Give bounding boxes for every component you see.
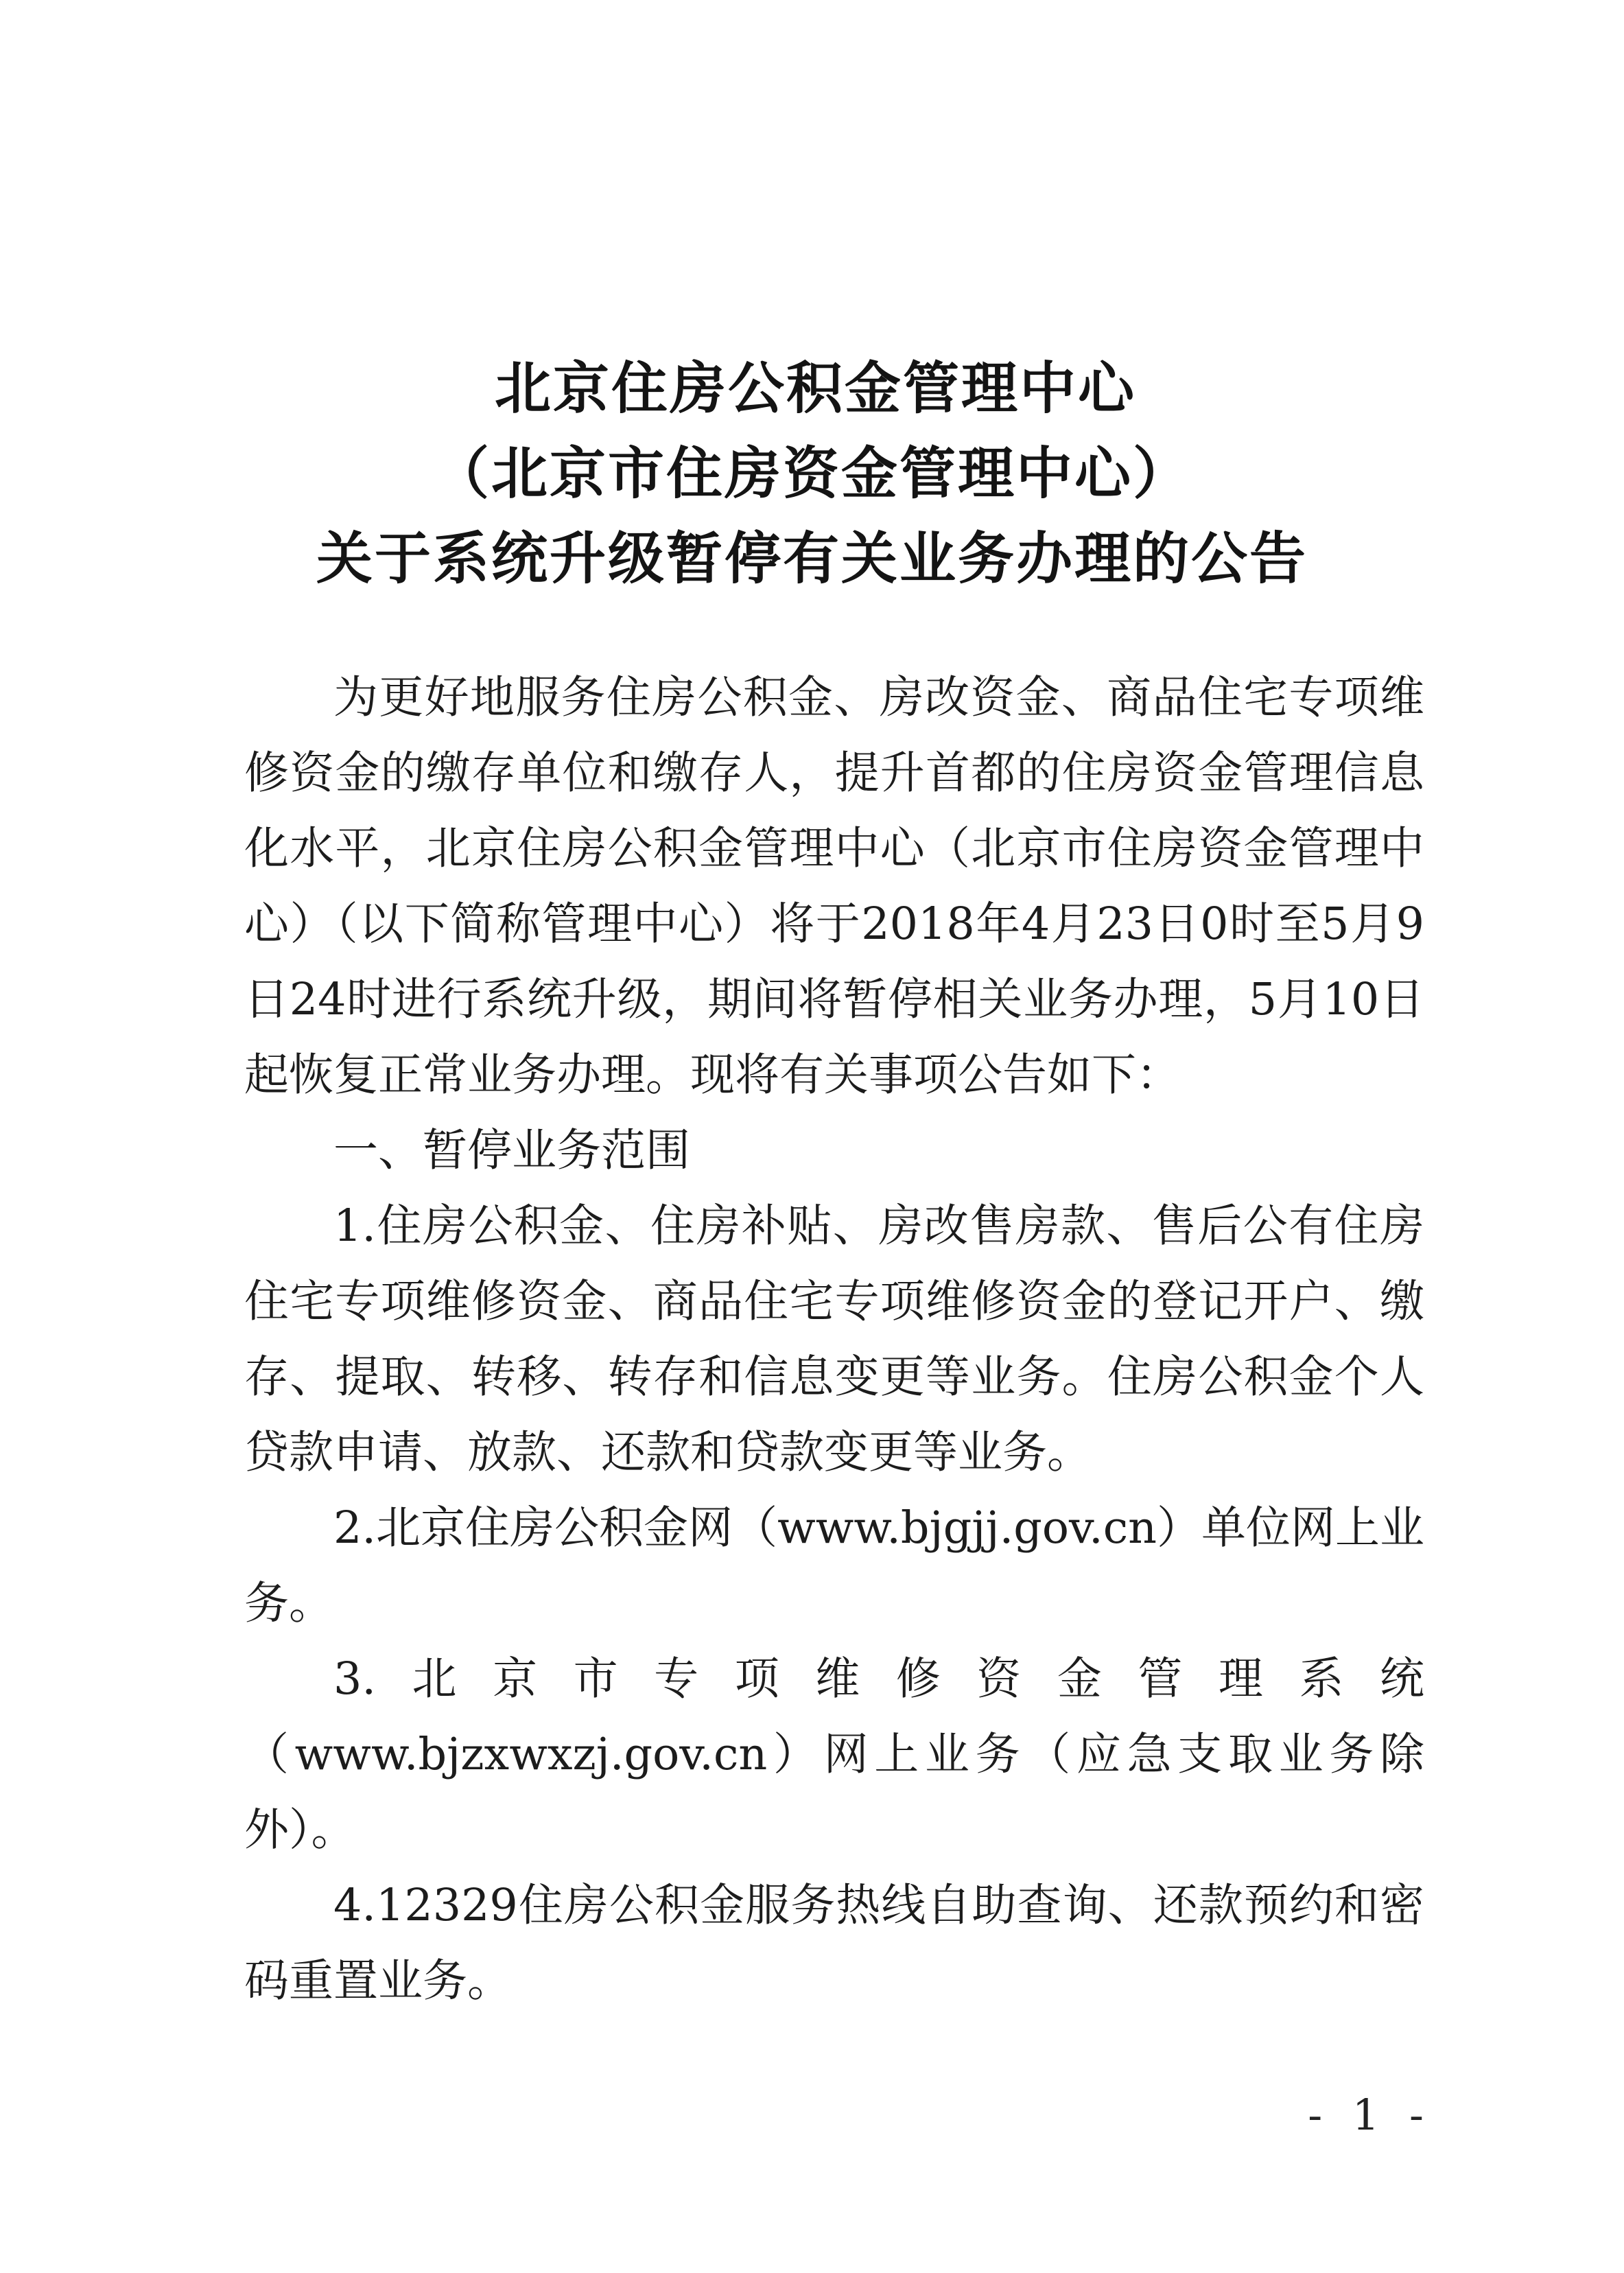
page-number: - 1 - bbox=[1308, 2090, 1432, 2140]
title-line-1: 北京住房公积金管理中心 bbox=[494, 356, 1136, 421]
section-heading-scope: 一、暂停业务范围 bbox=[333, 1125, 691, 1176]
title-line-3: 关于系统升级暂停有关业务办理的公告 bbox=[316, 526, 1308, 592]
announcement-title bbox=[0, 347, 1624, 602]
intro-paragraph: 为更好地服务住房公积金、房改资金、商品住宅专项维修资金的缴存单位和缴存人，提升首都的住房资金管理信息化水平，北京住房公积金管理中心（北京市住房资金管理中心）（以下简称管理中心）将于2018年4月23日0时至5月9日24时进行系统升级，期间将暂停相关业务办理，5月10日起恢复正常业务办理。现将有关事项公告如下： bbox=[244, 672, 1424, 1101]
scope-item-4: 4.12329住房公积金服务热线自助查询、还款预约和密码重置业务。 bbox=[244, 1880, 1424, 2007]
scope-item-1: 1.住房公积金、住房补贴、房改售房款、售后公有住房住宅专项维修资金、商品住宅专项维修资金的登记开户、缴存、提取、转移、转存和信息变更等业务。住房公积金个人贷款申请、放款、还款和贷款变更等业务。 bbox=[244, 1200, 1424, 1478]
scope-item-3: 3.北京市专项维修资金管理系统（www.bjzxwxzj.gov.cn）网上业务（应急支取业务除外）。 bbox=[244, 1653, 1424, 1856]
announcement-body bbox=[244, 660, 1424, 2019]
scope-item-2: 2.北京住房公积金网（www.bjgjj.gov.cn）单位网上业务。 bbox=[244, 1502, 1424, 1629]
title-line-2: （北京市住房资金管理中心） bbox=[432, 441, 1191, 506]
